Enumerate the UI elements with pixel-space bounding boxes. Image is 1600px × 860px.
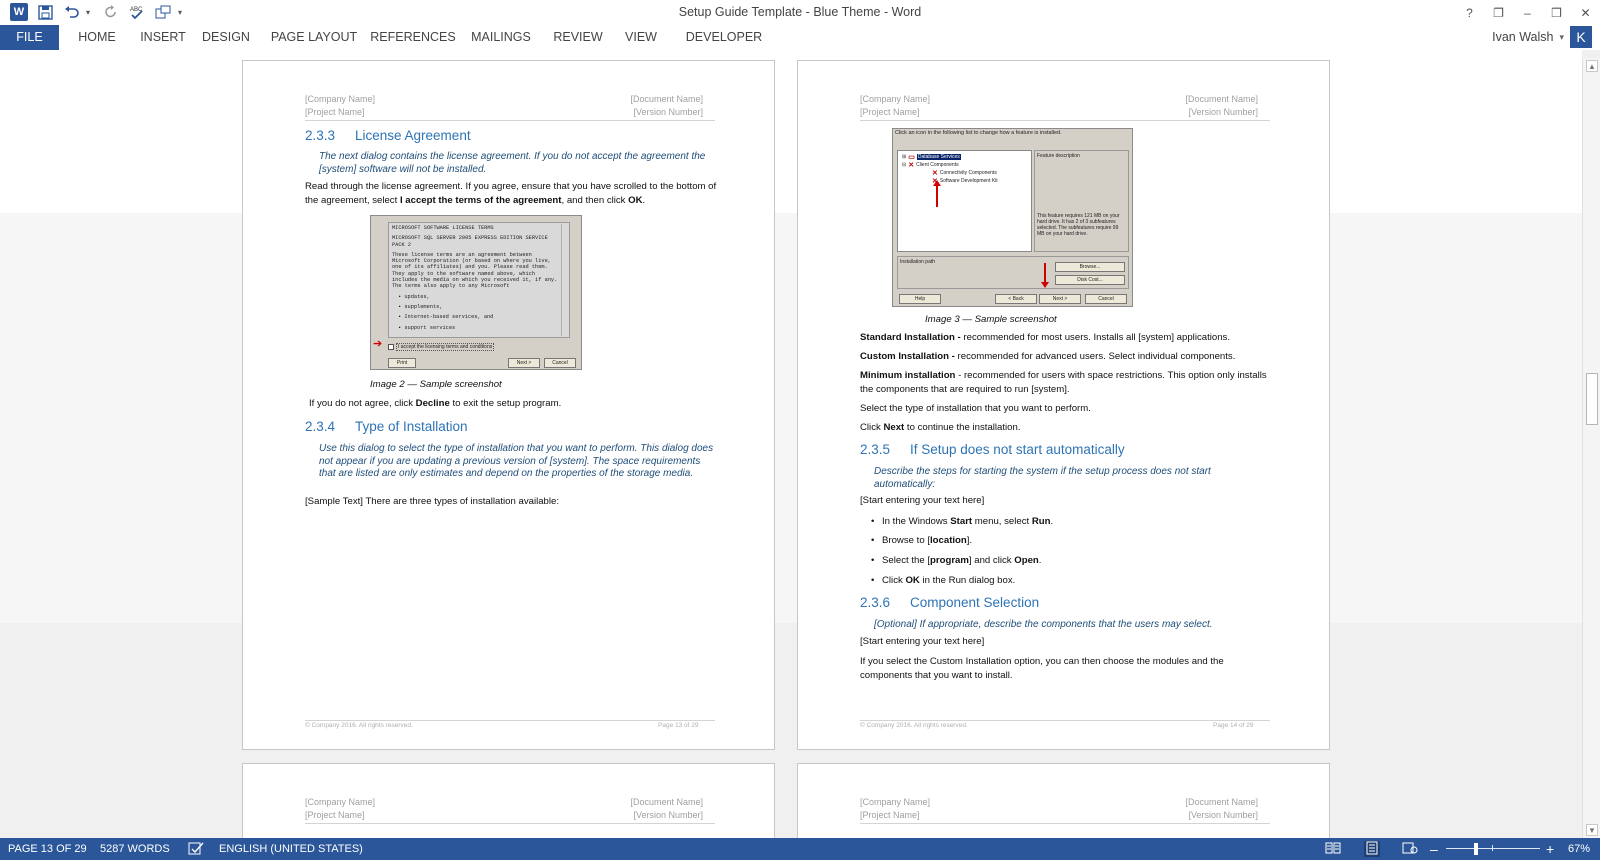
- word-app-icon[interactable]: [8, 2, 30, 22]
- language[interactable]: ENGLISH (UNITED STATES): [219, 843, 363, 855]
- spelling-check-icon[interactable]: [126, 2, 148, 22]
- tree-item: [932, 169, 997, 177]
- header-document-name: [Document Name]: [630, 797, 703, 807]
- web-layout-icon[interactable]: [1402, 841, 1418, 857]
- cancel-button-image: Cancel: [1085, 294, 1127, 304]
- text-run: Click: [882, 575, 906, 586]
- close-icon[interactable]: ✕: [1580, 5, 1591, 20]
- scroll-down-icon[interactable]: ▼: [1586, 824, 1598, 836]
- tab-review[interactable]: REVIEW: [553, 30, 603, 44]
- window-controls: [1455, 0, 1600, 25]
- paragraph-decline: [309, 397, 721, 411]
- window-title: Setup Guide Template - Blue Theme - Word: [678, 5, 922, 19]
- header-company-name: [Company Name]: [860, 797, 931, 807]
- header-project-name: [Project Name]: [305, 106, 365, 117]
- feature-selection-screenshot-image: [892, 128, 1133, 307]
- section-heading-component-selection: [860, 595, 1039, 610]
- footer-copyright: © Company 2016. All rights reserved.: [305, 722, 413, 729]
- page-16[interactable]: [797, 763, 1330, 838]
- header-document-name: [Document Name]: [630, 94, 703, 104]
- scrollbar-thumb[interactable]: [1586, 373, 1598, 425]
- touch-mode-icon[interactable]: [152, 2, 174, 22]
- section-heading-setup-not-start: [860, 442, 1125, 457]
- zoom-slider-thumb[interactable]: [1474, 843, 1478, 855]
- paragraph-select-type: Select the type of installation that you want to perform.: [860, 403, 1091, 414]
- text-bold: OK: [628, 195, 643, 206]
- svg-text:ABC: ABC: [130, 7, 143, 13]
- zoom-slider-center-mark: [1492, 845, 1493, 851]
- undo-icon[interactable]: [60, 2, 82, 22]
- paragraph-custom-option: If you select the Custom Installation option, you can then choose the modules and the components that you want to install.: [860, 656, 1224, 681]
- text-run: .: [1038, 555, 1042, 566]
- text-run: - recommended for users with space restrictions. This option only installs the components that are required to run [system].: [860, 370, 1267, 395]
- section-title: Component Selection: [910, 595, 1040, 610]
- header-version-number: [Version Number]: [1188, 106, 1258, 117]
- list-item: ▪ support services: [398, 325, 559, 331]
- tree-item-label: Database Services: [917, 154, 960, 160]
- tree-item: [902, 153, 961, 161]
- accept-label: I accept the licensing terms and conditions: [398, 344, 493, 350]
- header-version-number: [Version Number]: [633, 809, 703, 820]
- list-item: [882, 516, 1053, 527]
- tab-file[interactable]: FILE: [0, 25, 59, 50]
- header-divider: [305, 823, 715, 824]
- expand-icon: ⊞: [902, 154, 907, 160]
- redo-icon[interactable]: [100, 2, 122, 22]
- license-text-area: [388, 222, 570, 338]
- tree-item-label: Software Development Kit: [939, 178, 998, 184]
- word-logo-letter: W: [10, 3, 28, 21]
- user-account[interactable]: [1492, 25, 1564, 50]
- text-run: ].: [966, 535, 973, 546]
- list-item: ▪ Internet-based services, and: [398, 314, 559, 320]
- section-title: Type of Installation: [355, 419, 468, 434]
- tab-page-layout[interactable]: PAGE LAYOUT: [270, 30, 358, 44]
- restore-icon[interactable]: ❒: [1551, 5, 1562, 20]
- text-bold: location: [930, 535, 967, 546]
- tree-item: [932, 177, 998, 185]
- text-run: If you do not agree, click: [309, 398, 416, 409]
- header-project-name: [Project Name]: [860, 809, 920, 820]
- tab-design[interactable]: DESIGN: [202, 30, 250, 44]
- text-run: to exit the setup program.: [449, 398, 562, 409]
- paragraph-sample-text: [Sample Text] There are three types of installation available:: [305, 496, 560, 507]
- expand-icon: ⊟: [902, 162, 907, 168]
- text-run: Browse to [: [882, 535, 930, 546]
- quick-access-toolbar: [8, 2, 188, 22]
- paragraph-standard-installation: [860, 331, 1272, 345]
- print-button-image: Print: [388, 358, 416, 368]
- text-run: .: [1050, 516, 1054, 527]
- zoom-out-button[interactable]: –: [1430, 841, 1438, 857]
- minimize-icon[interactable]: –: [1524, 5, 1531, 20]
- next-button-image: Next >: [1039, 294, 1081, 304]
- zoom-level[interactable]: 67%: [1568, 843, 1591, 855]
- page-15[interactable]: [242, 763, 775, 838]
- status-bar: [0, 838, 1600, 860]
- header-version-number: [Version Number]: [1188, 809, 1258, 820]
- page-14[interactable]: [797, 60, 1330, 750]
- paragraph-click-next: [860, 421, 1272, 435]
- license-scrollbar: [561, 224, 568, 336]
- feature-requirement-text: This feature requires 121 MB on your hard drive. It has 2 of 3 subfeatures selected. The subfeatures require 99 MB on your hard drive.: [1037, 213, 1120, 237]
- title-bar: [0, 0, 1600, 25]
- help-icon[interactable]: ?: [1466, 5, 1473, 20]
- feature-tree: [897, 150, 1032, 252]
- tab-references[interactable]: REFERENCES: [370, 30, 456, 44]
- text-run: Click: [860, 422, 884, 433]
- text-bold: Start: [950, 516, 973, 527]
- tree-item: [902, 161, 959, 169]
- text-run: Select the [: [882, 555, 930, 566]
- help-button-image: Help: [899, 294, 941, 304]
- text-run: menu, select: [972, 516, 1032, 527]
- license-list: [392, 294, 559, 331]
- text-run: in the Run dialog box.: [919, 575, 1016, 586]
- instruction-text: [Optional] If appropriate, describe the components that the users may select.: [874, 619, 1213, 630]
- header-divider: [305, 120, 715, 121]
- section-title: License Agreement: [355, 128, 471, 143]
- tree-item-label: Client Components: [916, 162, 959, 168]
- installation-path-label: Installation path: [900, 259, 936, 265]
- section-number: 2.3.3: [305, 128, 336, 143]
- text-bold: Decline: [415, 398, 450, 409]
- tab-developer[interactable]: DEVELOPER: [685, 30, 763, 44]
- list-item: [882, 555, 1041, 566]
- footer-copyright: © Company 2016. All rights reserved.: [860, 722, 968, 729]
- header-company-name: [Company Name]: [305, 94, 376, 104]
- list-item: [882, 535, 972, 546]
- disk-cost-button-image: Disk Cost...: [1055, 275, 1125, 285]
- feature-x-icon: ✕: [932, 170, 938, 177]
- text-bold: Custom Installation -: [860, 351, 955, 362]
- avatar[interactable]: K: [1570, 26, 1592, 48]
- instruction-text: The next dialog contains the license agreement. If you do not accept the agreement the [system] software will not be installed.: [319, 151, 706, 175]
- text-run: recommended for most users. Installs all [system] applications.: [960, 332, 1231, 343]
- paragraph-custom-installation: [860, 350, 1272, 364]
- accept-checkbox: [388, 343, 494, 351]
- text-bold: Next: [883, 422, 905, 433]
- page-count[interactable]: PAGE 13 OF 29: [8, 843, 87, 855]
- instruction-text: Use this dialog to select the type of installation that you want to perform. This dialog does not appear if you are updating a previous version of [system]. The space requirements that are listed are only estimates and depend on the properties of the storage media.: [319, 443, 714, 479]
- header-project-name: [Project Name]: [860, 106, 920, 117]
- customize-qat-icon[interactable]: ▾: [178, 7, 183, 17]
- ribbon-tabs: [0, 25, 1600, 50]
- section-number: 2.3.5: [860, 442, 891, 457]
- tab-view[interactable]: VIEW: [625, 30, 657, 44]
- text-run: recommended for advanced users. Select individual components.: [954, 351, 1236, 362]
- save-icon[interactable]: [34, 2, 56, 22]
- red-arrow-down-icon: [1044, 263, 1046, 283]
- list-item: [882, 575, 1015, 586]
- footer-page-number: Page 14 of 29: [1213, 722, 1254, 729]
- vertical-scrollbar[interactable]: [1582, 58, 1600, 838]
- image-2-caption: Image 2 — Sample screenshot: [370, 379, 502, 390]
- tab-home[interactable]: HOME: [78, 30, 116, 44]
- section-heading-type-of-installation: [305, 419, 468, 434]
- red-arrow-right-icon: ➔: [373, 338, 383, 350]
- document-area[interactable]: [0, 50, 1582, 838]
- text-bold: OK: [905, 575, 920, 586]
- word-count[interactable]: 5287 WORDS: [100, 843, 170, 855]
- list-item: ▪ supplements,: [398, 304, 559, 310]
- paragraph-start-entering: [Start entering your text here]: [860, 495, 985, 506]
- text-bold: Standard Installation -: [860, 332, 961, 343]
- header-document-name: [Document Name]: [1185, 94, 1258, 104]
- tab-insert[interactable]: INSERT: [140, 30, 186, 44]
- license-heading: MICROSOFT SOFTWARE LICENSE TERMS: [392, 225, 494, 231]
- dialog-instruction: Click an icon in the following list to change how a feature is installed.: [895, 130, 1062, 136]
- ribbon-display-options-icon[interactable]: ❐: [1493, 5, 1504, 20]
- section-number: 2.3.6: [860, 595, 891, 610]
- paragraph-start-entering: [Start entering your text here]: [860, 636, 985, 647]
- checkbox-icon: [388, 344, 394, 350]
- text-run: .: [642, 195, 646, 206]
- header-divider: [860, 823, 1270, 824]
- chevron-down-icon: ▾: [1559, 32, 1564, 42]
- list-item: ▪ updates,: [398, 294, 559, 300]
- undo-dropdown-icon[interactable]: ▾: [86, 7, 91, 17]
- feature-state-icon: ▭: [908, 154, 915, 161]
- page-13[interactable]: [242, 60, 775, 750]
- section-number: 2.3.4: [305, 419, 336, 434]
- license-screenshot-image: [370, 215, 582, 370]
- canvas-band-lower: [0, 623, 1582, 838]
- footer-divider: [860, 720, 1270, 721]
- header-project-name: [Project Name]: [305, 809, 365, 820]
- section-title: If Setup does not start automatically: [910, 442, 1125, 457]
- text-bold: Run: [1031, 516, 1051, 527]
- browse-button-image: Browse...: [1055, 262, 1125, 272]
- scroll-up-icon[interactable]: ▲: [1586, 60, 1598, 72]
- user-name: Ivan Walsh: [1492, 30, 1554, 44]
- text-bold: Open: [1014, 555, 1039, 566]
- text-run: , and then click: [561, 195, 629, 206]
- instruction-text: Describe the steps for starting the system if the setup process does not start automatically:: [874, 466, 1211, 490]
- image-3-caption: Image 3 — Sample screenshot: [925, 314, 1057, 325]
- zoom-in-button[interactable]: +: [1546, 841, 1555, 857]
- header-company-name: [Company Name]: [860, 94, 931, 104]
- canvas-band-upper: [0, 50, 1582, 213]
- feature-description-panel: [1034, 150, 1129, 252]
- section-heading-license-agreement: [305, 128, 471, 143]
- footer-page-number: Page 13 of 29: [658, 722, 699, 729]
- zoom-slider-track[interactable]: [1446, 848, 1540, 849]
- next-button-image: Next >: [508, 358, 540, 368]
- red-arrow-up-icon: [936, 185, 938, 207]
- text-run: to continue the installation.: [904, 422, 1021, 433]
- text-bold: I accept the terms of the agreement: [399, 195, 562, 206]
- text-bold: program: [930, 555, 969, 566]
- license-product: MICROSOFT SQL SERVER 2005 EXPRESS EDITION SERVICE PACK 2: [392, 235, 548, 248]
- tree-item-label: Connectivity Components: [939, 170, 997, 176]
- header-company-name: [Company Name]: [305, 797, 376, 807]
- text-bold: Minimum installation: [860, 370, 956, 381]
- header-divider: [860, 120, 1270, 121]
- footer-divider: [305, 720, 715, 721]
- text-run: ] and click: [968, 555, 1015, 566]
- feature-x-icon: ✕: [908, 162, 915, 169]
- header-document-name: [Document Name]: [1185, 797, 1258, 807]
- paragraph-minimum-installation: [860, 369, 1272, 397]
- canvas-band-middle: [0, 213, 1582, 623]
- back-button-image: < Back: [995, 294, 1037, 304]
- cancel-button-image: Cancel: [544, 358, 576, 368]
- license-body: These license terms are an agreement between Microsoft Corporation (or based on where you live, one of its affiliates) and you. Please read them. They apply to the software named above, which includes the media on which you received it, if any. The terms also apply to any Microsoft: [392, 251, 558, 290]
- tab-mailings[interactable]: MAILINGS: [471, 30, 531, 44]
- proofing-icon[interactable]: [188, 841, 204, 857]
- paragraph-license: [305, 180, 717, 208]
- read-mode-icon[interactable]: [1325, 841, 1341, 857]
- text-run: Read through the license agreement. If you agree, ensure that you have scrolled to the bottom of the agreement, select: [305, 181, 717, 206]
- text-run: In the Windows: [882, 516, 951, 527]
- header-version-number: [Version Number]: [633, 106, 703, 117]
- print-layout-icon[interactable]: [1364, 841, 1380, 857]
- feature-description-label: Feature description: [1037, 153, 1080, 159]
